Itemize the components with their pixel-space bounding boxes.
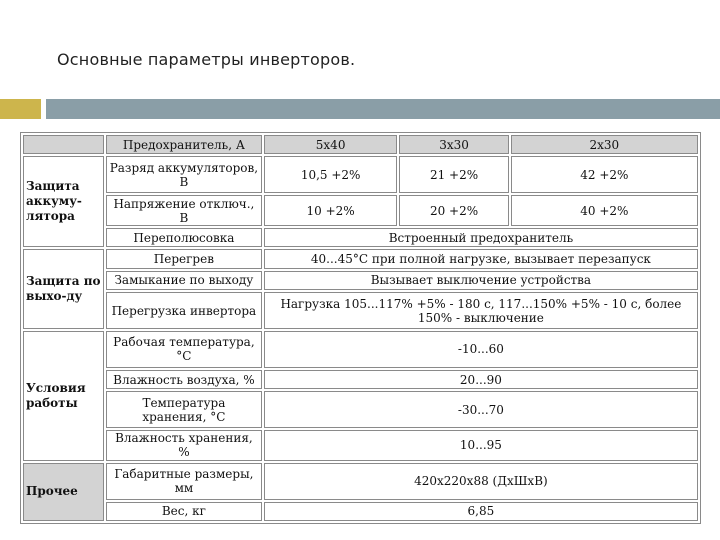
decorative-bar (46, 99, 720, 119)
table-row (23, 331, 698, 368)
param-cutoff-voltage: Напряжение отключ., В (106, 195, 262, 226)
table-row (23, 391, 698, 428)
value-inverter-overload: Нагрузка 105...117% +5% - 180 с, 117...150% +5% - 10 с, более 150% - выключение (264, 292, 698, 329)
param-battery-discharge: Разряд аккумуляторов, В (106, 156, 262, 193)
param-inverter-overload: Перегрузка инвертора (106, 292, 262, 329)
value-operating-temperature: -10...60 (264, 331, 698, 368)
param-weight: Вес, кг (106, 502, 262, 521)
header-param-cell: Предохранитель, А (106, 135, 262, 154)
slide-title: Основные параметры инверторов. (57, 50, 356, 69)
table-row (23, 195, 698, 226)
table-row (23, 463, 698, 500)
value-storage-humidity: 10...95 (264, 430, 698, 461)
value-battery-discharge-2: 21 +2% (399, 156, 508, 193)
value-reverse-polarity: Встроенный предохранитель (264, 228, 698, 247)
table-row (23, 271, 698, 290)
param-dimensions: Габаритные размеры, мм (106, 463, 262, 500)
value-battery-discharge-3: 42 +2% (511, 156, 698, 193)
value-cutoff-voltage-2: 20 +2% (399, 195, 508, 226)
value-battery-discharge-1: 10,5 +2% (264, 156, 398, 193)
group-output-protection: Защита по выхо-ду (23, 249, 104, 329)
param-air-humidity: Влажность воздуха, % (106, 370, 262, 389)
value-cutoff-voltage-1: 10 +2% (264, 195, 398, 226)
value-cutoff-voltage-3: 40 +2% (511, 195, 698, 226)
value-overheat: 40...45°С при полной нагрузке, вызывает перезапуск (264, 249, 698, 268)
header-empty-cell (23, 135, 104, 154)
value-dimensions: 420х220х88 (ДхШхВ) (264, 463, 698, 500)
value-output-short: Вызывает выключение устройства (264, 271, 698, 290)
header-col-2: 3х30 (399, 135, 508, 154)
header-col-1: 5х40 (264, 135, 398, 154)
group-operating-conditions: Условия работы (23, 331, 104, 461)
table-row (23, 292, 698, 329)
table-row (23, 249, 698, 268)
table-row-header (23, 135, 698, 154)
table-row (23, 228, 698, 247)
value-weight: 6,85 (264, 502, 698, 521)
value-air-humidity: 20...90 (264, 370, 698, 389)
group-other: Прочее (23, 463, 104, 521)
param-reverse-polarity: Переполюсовка (106, 228, 262, 247)
param-storage-humidity: Влажность хранения, % (106, 430, 262, 461)
param-overheat: Перегрев (106, 249, 262, 268)
param-storage-temperature: Температура хранения, °С (106, 391, 262, 428)
header-col-3: 2х30 (511, 135, 698, 154)
param-output-short: Замыкание по выходу (106, 271, 262, 290)
table-row (23, 370, 698, 389)
parameters-table-container (20, 132, 701, 524)
decorative-square (0, 99, 41, 119)
inverter-parameters-table (20, 132, 701, 524)
table-row (23, 502, 698, 521)
table-row (23, 156, 698, 193)
param-operating-temperature: Рабочая температура, °С (106, 331, 262, 368)
group-battery-protection: Защита аккуму-лятора (23, 156, 104, 247)
value-storage-temperature: -30...70 (264, 391, 698, 428)
table-row (23, 430, 698, 461)
